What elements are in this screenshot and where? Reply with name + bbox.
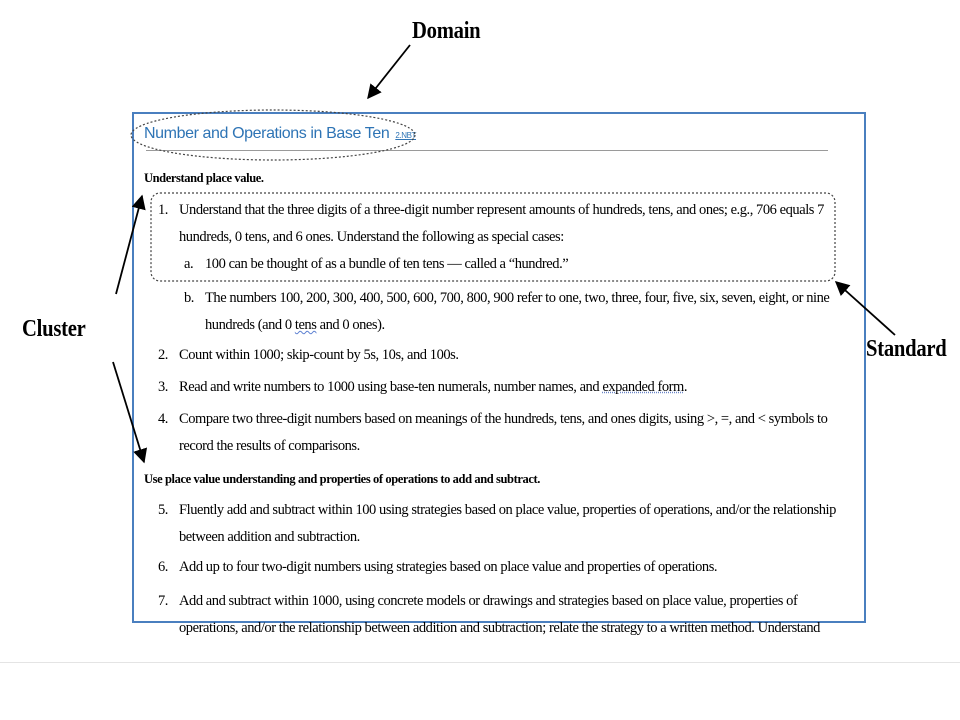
cluster-arrow-up xyxy=(116,196,142,294)
standard-number: 6. xyxy=(158,559,168,575)
cluster-arrow-down xyxy=(113,362,144,462)
domain-highlight-ellipse xyxy=(131,110,415,160)
standard-text: Add and subtract within 1000, using concrete models or drawings and strategies based on place value, properties of operations, and/or the relationship between addition and subtraction; relate the strategy to a written method. Understand xyxy=(179,593,820,636)
standard-text-part: . xyxy=(683,379,688,395)
standard-number: 1. xyxy=(158,202,168,218)
standard-number: 4. xyxy=(158,411,168,427)
cluster-heading-2: Use place value understanding and properties of operations to add and subtract. xyxy=(144,472,540,486)
standard-text: Compare two three-digit numbers based on meanings of the hundreds, tens, and ones digits, using >, =, and < symbols to record the results of comparisons. xyxy=(179,411,828,454)
standard-text: Count within 1000; skip-count by 5s, 10s, and 100s. xyxy=(179,347,459,363)
standard-number: 3. xyxy=(158,379,168,395)
substandard-text-part: and 0 ones). xyxy=(316,317,385,333)
standard-number: 5. xyxy=(158,502,168,518)
domain-code: 2.NBT xyxy=(395,131,417,140)
standard-text: Add up to four two-digit numbers using strategies based on place value and properties of operations. xyxy=(179,559,718,575)
standard-text: Fluently add and subtract within 100 using strategies based on place value, properties of operations, and/or the relationship between addition and subtraction. xyxy=(179,502,836,545)
standard-text: Understand that the three digits of a three-digit number represent amounts of hundreds, tens, and ones; e.g., 706 equals 7 hundreds, 0 tens, and 6 ones. Understand the following as special cases: xyxy=(179,202,824,245)
domain-title-text: Number and Operations in Base Ten xyxy=(144,125,390,142)
standard-callout: Standard xyxy=(866,336,947,362)
slide-divider xyxy=(0,662,960,663)
substandard-text-part: The numbers 100, 200, 300, 400, 500, 600, 700, 800, 900 refer to one, two, three, four, five, six, seven, eight, or nine hundreds (and 0 xyxy=(205,290,830,333)
substandard-letter: a. xyxy=(184,256,194,272)
cluster-heading-1: Understand place value. xyxy=(144,171,264,185)
domain-arrow xyxy=(368,45,410,98)
standard-arrow xyxy=(836,282,895,335)
cluster-callout: Cluster xyxy=(22,316,86,342)
substandard-letter: b. xyxy=(184,290,194,306)
expanded-form-term: expanded form xyxy=(602,379,684,395)
standard-number: 7. xyxy=(158,593,168,609)
standard-highlight-box xyxy=(151,193,835,281)
standard-number: 2. xyxy=(158,347,168,363)
standard-text-part: Read and write numbers to 1000 using base-ten numerals, number names, and xyxy=(179,379,603,395)
domain-callout: Domain xyxy=(412,18,481,44)
tens-term: tens xyxy=(294,317,317,333)
substandard-text: 100 can be thought of as a bundle of ten tens — called a “hundred.” xyxy=(205,256,569,272)
